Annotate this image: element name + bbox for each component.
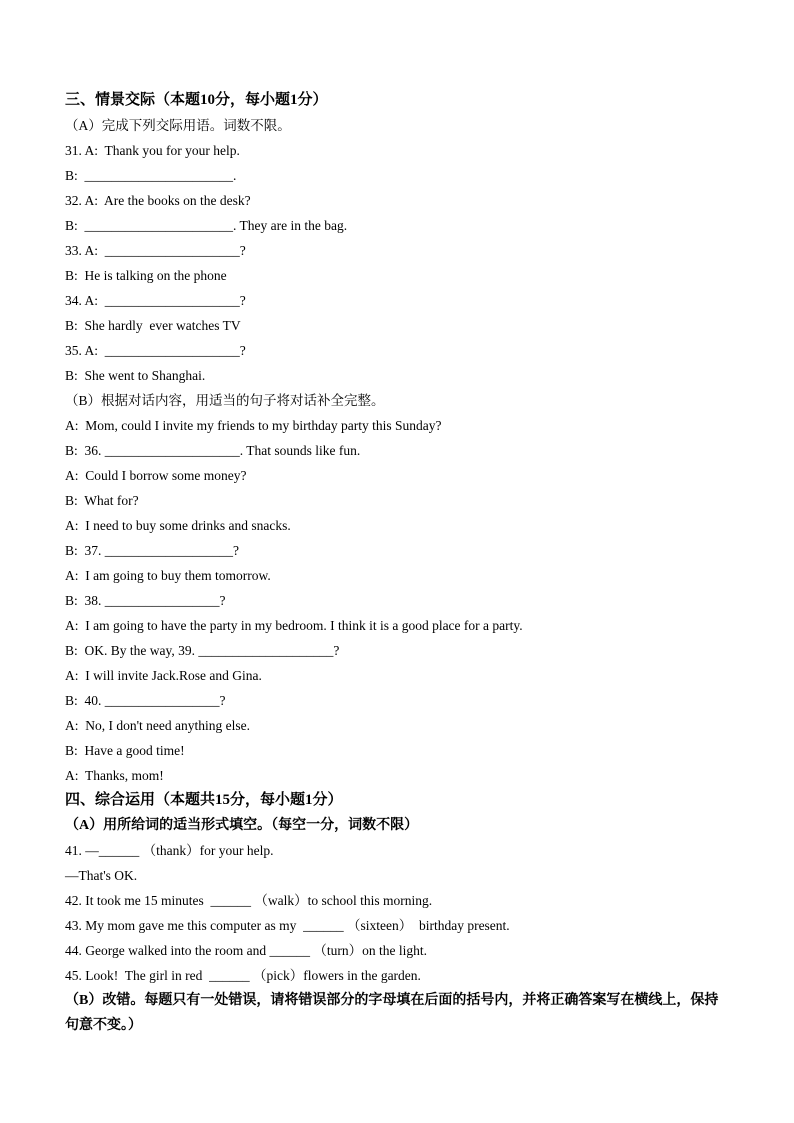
dialog-line-9: B: Have a good time! xyxy=(65,743,185,758)
section-3-part-b-instructions: （B）根据对话内容，用适当的句子将对话补全完整。 xyxy=(65,393,385,408)
dialog-line-2: A: Could I borrow some money? xyxy=(65,468,247,483)
dialog-line-6: A: I am going to have the party in my bedroom. I think it is a good place for a party. xyxy=(65,618,523,633)
q36-line: B: 36. ____________________. That sounds like fun. xyxy=(65,443,361,458)
section-4-part-b-instructions-line-1: （B）改错。每题只有一处错误，请将错误部分的字母填在后面的括号内，并将正确答案写在横线上，保持 xyxy=(65,993,719,1008)
q38-line: B: 38. _________________? xyxy=(65,593,226,608)
dialog-line-10: A: Thanks, mom! xyxy=(65,768,164,783)
q31-line-a: 31. A: Thank you for your help. xyxy=(65,143,240,158)
q45-line: 45. Look! The girl in red ______ （pick）flowers in the garden. xyxy=(65,968,421,983)
q33-line-b: B: He is talking on the phone xyxy=(65,268,227,283)
q41-line-a: 41. —______ （thank）for your help. xyxy=(65,843,274,858)
q42-line: 42. It took me 15 minutes ______ （walk）to school this morning. xyxy=(65,893,433,908)
q41-line-b: —That's OK. xyxy=(65,868,138,883)
q32-line-a: 32. A: Are the books on the desk? xyxy=(65,193,251,208)
section-3-part-a-instructions: （A）完成下列交际用语。词数不限。 xyxy=(65,118,291,133)
q40-line: B: 40. _________________? xyxy=(65,693,226,708)
dialog-line-8: A: No, I don't need anything else. xyxy=(65,718,251,733)
q37-line: B: 37. ___________________? xyxy=(65,543,239,558)
dialog-line-3: B: What for? xyxy=(65,493,139,508)
q39-line: B: OK. By the way, 39. ____________________? xyxy=(65,643,340,658)
q32-line-b: B: ______________________. They are in the bag. xyxy=(65,218,348,233)
section-4-part-a-instructions: （A）用所给词的适当形式填空。（每空一分，词数不限） xyxy=(65,818,419,833)
q44-line: 44. George walked into the room and ______ （turn）on the light. xyxy=(65,943,427,958)
dialog-line-1: A: Mom, could I invite my friends to my birthday party this Sunday? xyxy=(65,418,442,433)
q35-line-b: B: She went to Shanghai. xyxy=(65,368,206,383)
q35-line-a: 35. A: ____________________? xyxy=(65,343,246,358)
dialog-line-4: A: I need to buy some drinks and snacks. xyxy=(65,518,291,533)
section-4-heading: 四、综合运用（本题共15分，每小题1分） xyxy=(65,792,343,808)
dialog-line-5: A: I am going to buy them tomorrow. xyxy=(65,568,271,583)
q34-line-a: 34. A: ____________________? xyxy=(65,293,246,308)
section-3-heading: 三、情景交际（本题10分，每小题1分） xyxy=(65,92,328,108)
section-4-part-b-instructions-line-2: 句意不变。） xyxy=(65,1018,142,1033)
q34-line-b: B: She hardly ever watches TV xyxy=(65,318,241,333)
q43-line: 43. My mom gave me this computer as my ______ （sixteen） birthday present. xyxy=(65,918,510,933)
document-lines xyxy=(65,88,730,1038)
q31-line-b: B: ______________________. xyxy=(65,168,237,183)
q33-line-a: 33. A: ____________________? xyxy=(65,243,246,258)
dialog-line-7: A: I will invite Jack.Rose and Gina. xyxy=(65,668,262,683)
